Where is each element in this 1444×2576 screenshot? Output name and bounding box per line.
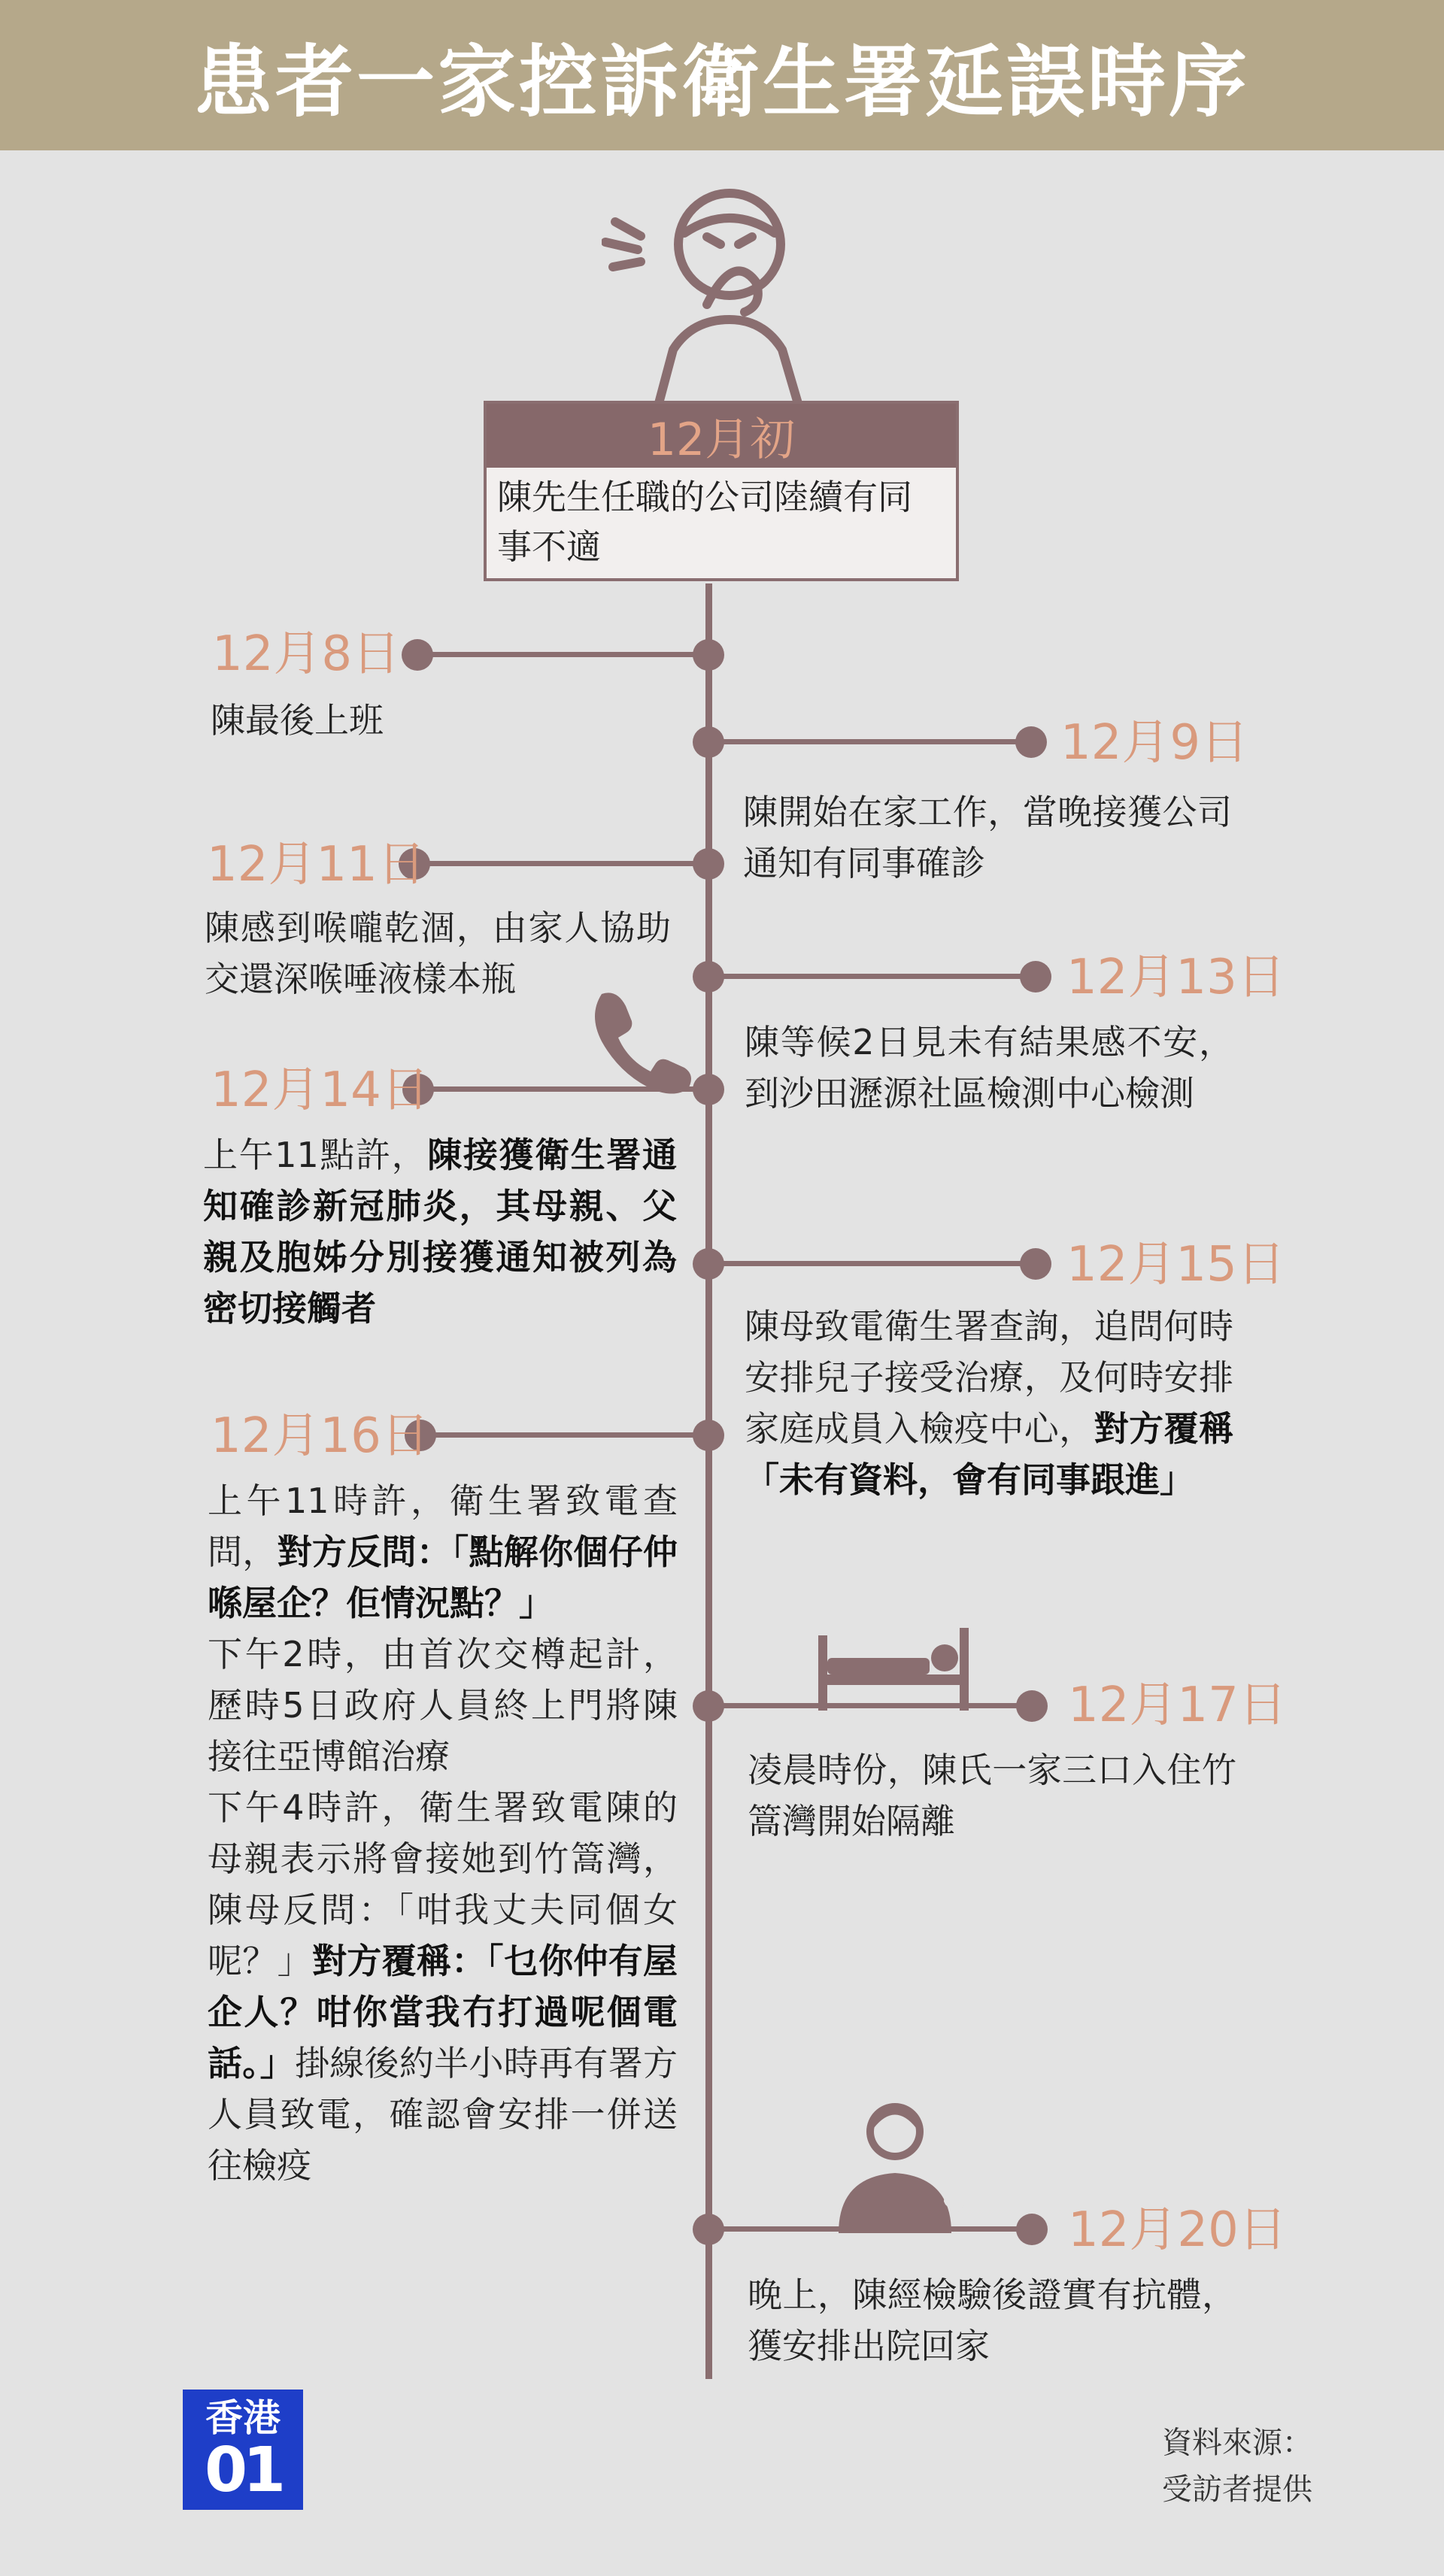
phone-icon (587, 985, 699, 1098)
timeline-connector (708, 2226, 1032, 2232)
event-text: 下午2時，由首次交樽起計，歷時5日政府人員終上門將陳接往亞博館治療 (208, 1634, 678, 1777)
event-text-bold: 對方覆稱：「乜你仲有屋企人？咁你當我冇打過呢個電話。」 (208, 1941, 678, 2084)
event-description: 晚上，陳經檢驗後證實有抗體，獲安排出院回家 (748, 2274, 1236, 2366)
timeline-dot (1016, 2214, 1048, 2245)
coughing-person-icon (602, 180, 827, 406)
event-date: 12月17日 (1068, 1677, 1287, 1733)
timeline-connector (708, 1703, 1032, 1708)
timeline-connector (708, 739, 1030, 744)
event-description (745, 1301, 1233, 1505)
event-text: 下午4時許，衛生署致電陳的母親表示將會接她到竹篙灣，陳母反問：「咁我丈夫同個女呢？」 (208, 1787, 678, 1981)
event-date: 12月14日 (211, 1062, 429, 1118)
event-description: 陳感到喉嚨乾涸，由家人協助交還深喉唾液樣本瓶 (205, 908, 671, 999)
logo-line-2: 01 (204, 2435, 282, 2506)
event-date: 12月16日 (211, 1408, 429, 1464)
timeline-first-box (484, 401, 959, 581)
timeline-connector (708, 974, 1036, 979)
event-text-bold: 對方反問：「點解你個仔仲喺屋企？佢情況點？」 (208, 1532, 678, 1623)
timeline-dot (1020, 961, 1051, 993)
source-value: 受訪者提供 (1162, 2472, 1312, 2507)
axis-node (693, 1420, 724, 1451)
timeline-connector (420, 1432, 708, 1438)
event-date: 12月8日 (212, 626, 401, 682)
event-date: 12月初 (487, 404, 956, 468)
timeline-dot (1015, 726, 1047, 758)
event-description: 陳先生任職的公司陸續有同事不適 (497, 477, 912, 567)
timeline-dot (1020, 1248, 1051, 1280)
bed-icon (818, 1628, 969, 1711)
event-description (208, 1475, 678, 2191)
source-label: 資料來源： (1162, 2426, 1312, 2460)
timeline-dot (1016, 1690, 1048, 1722)
event-date: 12月9日 (1060, 715, 1249, 771)
timeline-connector (417, 652, 708, 657)
logo-line-1: 香港 (205, 2396, 281, 2440)
event-text-bold: 陳接獲衛生署通知確診新冠肺炎，其母親、父親及胞姊分別接獲通知被列為密切接觸者 (203, 1135, 677, 1329)
axis-node (693, 848, 724, 880)
axis-node (693, 639, 724, 671)
event-text: 掛線後約半小時再有署方人員致電，確認會安排一併送往檢疫 (208, 2043, 678, 2186)
event-date: 12月11日 (207, 837, 426, 893)
axis-node (693, 1074, 724, 1105)
page-title: 患者一家控訴衛生署延誤時序 (193, 36, 1250, 128)
hk01-logo (183, 2390, 303, 2510)
event-description: 陳等候2日見未有結果感不安，到沙田瀝源社區檢測中心檢測 (745, 1022, 1233, 1114)
event-description: 陳最後上班 (211, 700, 384, 741)
event-date: 12月13日 (1066, 950, 1285, 1005)
timeline-connector (418, 1086, 708, 1092)
timeline-connector (414, 861, 708, 866)
event-description (203, 1129, 677, 1334)
event-date: 12月15日 (1066, 1237, 1285, 1293)
header-banner (0, 0, 1444, 150)
event-date: 12月20日 (1068, 2202, 1287, 2258)
recovered-person-icon (831, 2098, 966, 2233)
event-text: 陳母致電衛生署查詢，追問何時安排兒子接受治療，及何時安排家庭成員入檢疫中心， (745, 1306, 1233, 1449)
event-text-bold: 對方覆稱「未有資料，會有同事跟進」 (745, 1408, 1234, 1500)
event-description: 陳開始在家工作，當晚接獲公司通知有同事確診 (743, 792, 1232, 883)
event-description: 凌晨時份，陳氏一家三口入住竹篙灣開始隔離 (748, 1750, 1236, 1841)
event-text: 上午11點許， (203, 1135, 428, 1175)
source-note (1162, 2420, 1312, 2513)
timeline-connector (708, 1261, 1036, 1266)
event-text: 上午11時許，衛生署致電查問， (208, 1480, 678, 1572)
